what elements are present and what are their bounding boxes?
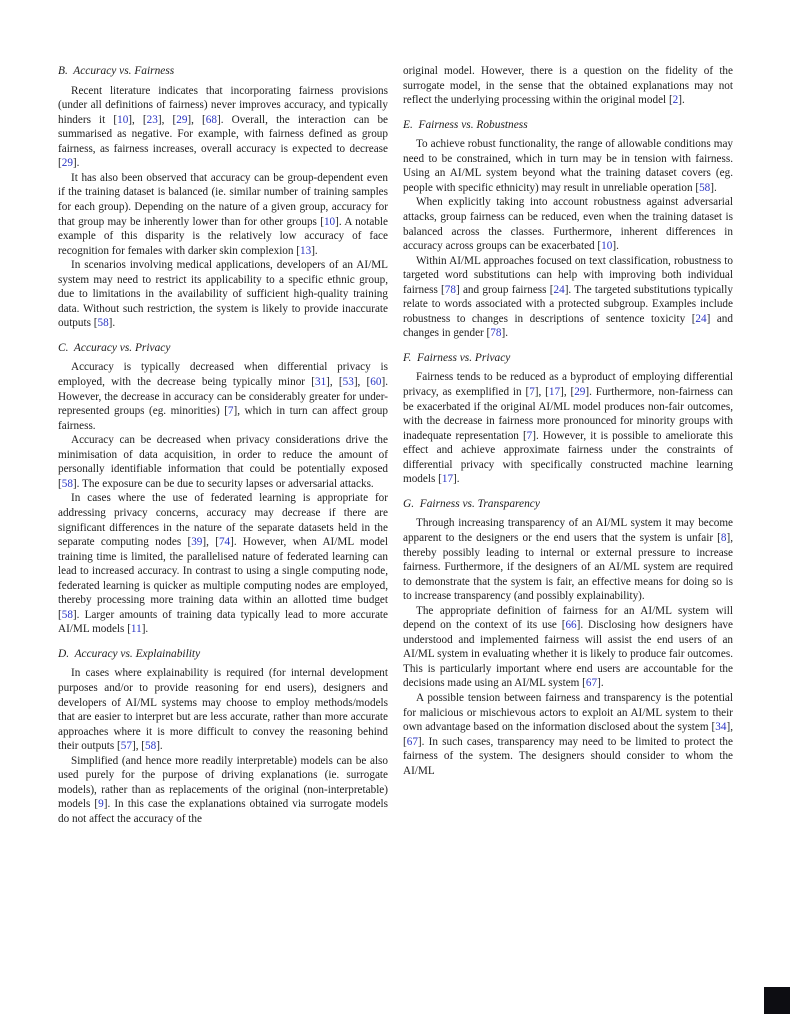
- body-paragraph: In cases where explainability is required (for internal development purposes and/or to provide reasoning for end users), designers and developers of AI/ML systems may choose to employ methods/models that are easier to interpret but are less accurate, rather than more accurate approaches where it is more difficult to convey the reasoning behind their outputs [57], [58].: [58, 667, 388, 753]
- body-paragraph: Simplified (and hence more readily interpretable) models can be also used purely for the purpose of driving explanations (ie. surrogate models), rather than as replacements of the original (non-interpretable) models [9]. In this case the explanations obtained via surrogate models do not affect the accuracy of the: [58, 754, 388, 825]
- body-paragraph: It has also been observed that accuracy can be group-dependent even if the training dataset is balanced (ie. similar number of training samples for each group). Depending on the nature of a given group, accuracy for that group may be inherently lower than for other groups [10]. A notable example of this disparity is the relatively low accuracy of face recognition for females with darker skin complexion [13].: [58, 171, 389, 257]
- body-paragraph: Recent literature indicates that incorporating fairness provisions (under all definitions of fairness) never improves accuracy, and typically hinders it [10], [23], [29], [68]. Overall, the interaction can be summarised as negative. For example, with fairness defined as group fairness, as fairness increases, overall accuracy is expected to decrease [29].: [58, 84, 389, 170]
- body-paragraph: A possible tension between fairness and transparency is the potential for malicious or mischievous actors to exploit an AI/ML system to their own advantage based on the information disclosed about the system [34], [67]. In such cases, transparency may need to be limited to protect the fairness of the system. The designers should consider to whom the AI/ML: [403, 692, 733, 777]
- body-paragraph: Accuracy is typically decreased when differential privacy is employed, with the decrease being typically minor [31], [53], [60]. However, the decrease in accuracy can be considerably greater for under-represented groups (eg. minorities) [7], which in turn can affect group fairness.: [58, 361, 388, 432]
- section-heading-accuracy-vs-fairness: B. Accuracy vs. Fairness: [58, 65, 175, 77]
- body-paragraph: In cases where the use of federated learning is appropriate for addressing privacy concerns, accuracy may decrease if there are significant differences in the nature of the separate datasets held in the separate computing nodes [39], [74]. However, when AI/ML model training time is limited, the parallelised nature of federated learning can lead to increased accuracy. In contrast to using a single computing node, federated learning is quicker as multiple computing nodes are employed, thereby processing more training data within an allotted time budget [58]. Larger amounts of training data typically lead to more accurate AI/ML models [11].: [58, 492, 389, 636]
- section-heading-fairness-vs-privacy: F. Fairness vs. Privacy: [403, 351, 511, 364]
- scan-corner-mark: [764, 987, 790, 1014]
- body-paragraph: The appropriate definition of fairness for an AI/ML system will depend on the context of its use [66]. Disclosing how designers have understood and implemented fairness will assist the end users of an AI/ML system in evaluating whether it is likely to produce fair outcomes. This is particularly important where end users are accountable for the decisions made using an AI/ML system [67].: [403, 604, 733, 690]
- section-heading-fairness-vs-transparency: G. Fairness vs. Transparency: [403, 497, 540, 510]
- section-heading-accuracy-vs-privacy: C. Accuracy vs. Privacy: [58, 341, 171, 354]
- body-paragraph: When explicitly taking into account robustness against adversarial attacks, group fairness can be reduced, even when the training dataset is balanced across the classes. Furthermore, inherent differences in accuracy across groups can be exacerbated [10].: [403, 196, 733, 253]
- body-paragraph-continuation: original model. However, there is a question on the fidelity of the surrogate model, in the sense that the obtained explanations may not reflect the underlying processing within the original model [2].: [403, 65, 733, 107]
- body-paragraph: Fairness tends to be reduced as a byproduct of employing differential privacy, as exemplified in [7], [17], [29]. Furthermore, non-fairness can be exacerbated if the original AI/ML model produces non-fair outcomes, with the decrease in fairness more pronounced for minority groups with inadequate representation [7]. However, it is possible to ameliorate this effect and achieve approximate fairness under the constraints of differential privacy with specifically constructed machine learning models [17].: [403, 371, 734, 486]
- body-paragraph: Accuracy can be decreased when privacy considerations drive the minimisation of data acquisition, in order to reduce the amount of personally identifiable information that could be potentially exposed [58]. The exposure can be due to security lapses or adversarial attacks.: [58, 434, 388, 490]
- body-paragraph: Through increasing transparency of an AI/ML system it may become apparent to the designers or the end users that the system is unfair [8], thereby possibly leading to internal or external pressure to increase fairness. Furthermore, if the designers of an AI/ML system are required to demonstrate that the system is fair, an effective means for doing so is to increase transparency (and possibly explainability).: [403, 517, 733, 603]
- right-column: [403, 64, 733, 1024]
- body-paragraph: In scenarios involving medical applications, developers of an AI/ML system may need to restrict its applicability to a specific ethnic group, due to limitations in the availability of sufficient high-quality training data. Without such restriction, the system is likely to provide inaccurate outputs [58].: [58, 259, 388, 330]
- section-heading-accuracy-vs-explainability: D. Accuracy vs. Explainability: [58, 647, 201, 660]
- left-column: [58, 64, 388, 1024]
- section-heading-fairness-vs-robustness: E. Fairness vs. Robustness: [403, 118, 528, 131]
- body-paragraph: To achieve robust functionality, the range of allowable conditions may need to be constrained, which in turn may be in tension with fairness. Using an AI/ML system beyond what the training dataset covers (eg. people with specific ethnicity) may result in unreliable operation [58].: [403, 138, 733, 194]
- body-paragraph: Within AI/ML approaches focused on text classification, robustness to targeted word substitutions can help with improving both individual fairness [78] and group fairness [24]. The targeted substitutions typically relate to words associated with a protected subgroup. Examples include robustness to changes in descriptions of sentence toxicity [24] and changes in gender [78].: [403, 254, 733, 340]
